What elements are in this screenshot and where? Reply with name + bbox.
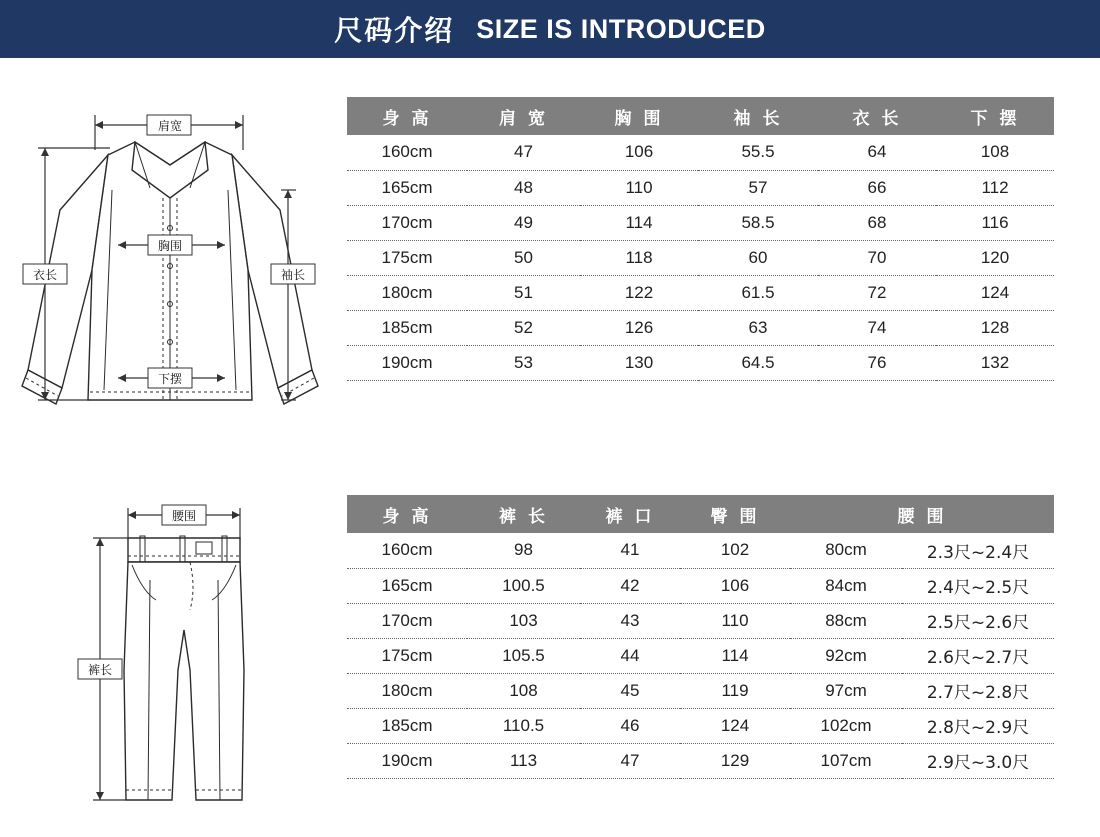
cell: 175cm <box>347 240 467 275</box>
cell: 170cm <box>347 205 467 240</box>
column-header: 胸 围 <box>580 97 698 135</box>
cell: 102cm <box>790 708 902 743</box>
shirt-label-shoulder: 肩宽 <box>157 118 182 133</box>
page-header <box>0 0 1100 58</box>
cell: 2.5尺~2.6尺 <box>902 603 1054 638</box>
cell: 170cm <box>347 603 467 638</box>
cell: 165cm <box>347 568 467 603</box>
cell: 110 <box>680 603 790 638</box>
cell: 97cm <box>790 673 902 708</box>
shirt-size-table <box>347 97 1054 381</box>
cell: 130 <box>580 345 698 380</box>
cell: 49 <box>467 205 580 240</box>
shirt-label-sleeve: 袖长 <box>280 267 305 282</box>
page-title-cn: 尺码介绍 <box>334 15 455 46</box>
cell: 72 <box>818 275 936 310</box>
table-row <box>347 673 1054 708</box>
cell: 185cm <box>347 708 467 743</box>
column-header: 身 高 <box>347 97 467 135</box>
table-row <box>347 708 1054 743</box>
cell: 52 <box>467 310 580 345</box>
cell: 124 <box>680 708 790 743</box>
cell: 112 <box>936 170 1054 205</box>
cell: 2.4尺~2.5尺 <box>902 568 1054 603</box>
cell: 42 <box>580 568 680 603</box>
pants-body-outline <box>124 536 244 800</box>
table-header-row <box>347 97 1054 135</box>
table-row <box>347 743 1054 778</box>
cell: 61.5 <box>698 275 818 310</box>
table-row <box>347 310 1054 345</box>
shirt-label-hem: 下摆 <box>157 371 182 386</box>
cell: 129 <box>680 743 790 778</box>
cell: 66 <box>818 170 936 205</box>
cell: 63 <box>698 310 818 345</box>
shirt-size-table-wrapper <box>347 97 1054 381</box>
table-row <box>347 568 1054 603</box>
table-row <box>347 170 1054 205</box>
cell: 2.3尺~2.4尺 <box>902 533 1054 568</box>
cell: 114 <box>580 205 698 240</box>
cell: 126 <box>580 310 698 345</box>
table-row <box>347 345 1054 380</box>
cell: 118 <box>580 240 698 275</box>
cell: 80cm <box>790 533 902 568</box>
cell: 47 <box>580 743 680 778</box>
cell: 50 <box>467 240 580 275</box>
cell: 100.5 <box>467 568 580 603</box>
cell: 51 <box>467 275 580 310</box>
cell: 114 <box>680 638 790 673</box>
column-header: 臀 围 <box>680 495 790 533</box>
cell: 110.5 <box>467 708 580 743</box>
cell: 165cm <box>347 170 467 205</box>
cell: 2.6尺~2.7尺 <box>902 638 1054 673</box>
cell: 128 <box>936 310 1054 345</box>
table-header-row <box>347 495 1054 533</box>
cell: 53 <box>467 345 580 380</box>
shirt-label-chest: 胸围 <box>157 238 182 253</box>
cell: 110 <box>580 170 698 205</box>
cell: 160cm <box>347 135 467 170</box>
cell: 47 <box>467 135 580 170</box>
cell: 74 <box>818 310 936 345</box>
cell: 106 <box>680 568 790 603</box>
cell: 41 <box>580 533 680 568</box>
table-row <box>347 275 1054 310</box>
cell: 180cm <box>347 275 467 310</box>
table-row <box>347 533 1054 568</box>
page-title-en: SIZE IS INTRODUCED <box>476 13 766 44</box>
pants-diagram <box>0 470 340 837</box>
cell: 88cm <box>790 603 902 638</box>
column-header: 下 摆 <box>936 97 1054 135</box>
cell: 190cm <box>347 345 467 380</box>
cell: 124 <box>936 275 1054 310</box>
cell: 185cm <box>347 310 467 345</box>
cell: 2.8尺~2.9尺 <box>902 708 1054 743</box>
cell: 46 <box>580 708 680 743</box>
cell: 180cm <box>347 673 467 708</box>
cell: 92cm <box>790 638 902 673</box>
cell: 2.9尺~3.0尺 <box>902 743 1054 778</box>
cell: 64 <box>818 135 936 170</box>
cell: 106 <box>580 135 698 170</box>
cell: 108 <box>936 135 1054 170</box>
cell: 132 <box>936 345 1054 380</box>
shirt-diagram <box>0 70 340 430</box>
column-header: 肩 宽 <box>467 97 580 135</box>
cell: 84cm <box>790 568 902 603</box>
column-header: 袖 长 <box>698 97 818 135</box>
pants-label-length: 裤长 <box>87 662 112 677</box>
pants-section <box>0 470 1100 837</box>
cell: 55.5 <box>698 135 818 170</box>
pants-size-table-wrapper <box>347 495 1054 779</box>
cell: 119 <box>680 673 790 708</box>
cell: 190cm <box>347 743 467 778</box>
shirt-label-length: 衣长 <box>32 267 57 282</box>
pants-size-table <box>347 495 1054 779</box>
pants-label-waist: 腰围 <box>171 508 196 523</box>
cell: 2.7尺~2.8尺 <box>902 673 1054 708</box>
cell: 105.5 <box>467 638 580 673</box>
column-header: 腰 围 <box>790 495 1054 533</box>
cell: 175cm <box>347 638 467 673</box>
table-row <box>347 603 1054 638</box>
shirt-section <box>0 70 1100 430</box>
cell: 122 <box>580 275 698 310</box>
cell: 113 <box>467 743 580 778</box>
table-row <box>347 205 1054 240</box>
cell: 120 <box>936 240 1054 275</box>
cell: 160cm <box>347 533 467 568</box>
column-header: 裤 口 <box>580 495 680 533</box>
cell: 60 <box>698 240 818 275</box>
cell: 57 <box>698 170 818 205</box>
cell: 70 <box>818 240 936 275</box>
table-row <box>347 135 1054 170</box>
cell: 102 <box>680 533 790 568</box>
cell: 108 <box>467 673 580 708</box>
column-header: 裤 长 <box>467 495 580 533</box>
cell: 43 <box>580 603 680 638</box>
cell: 64.5 <box>698 345 818 380</box>
column-header: 衣 长 <box>818 97 936 135</box>
cell: 103 <box>467 603 580 638</box>
cell: 45 <box>580 673 680 708</box>
cell: 107cm <box>790 743 902 778</box>
cell: 116 <box>936 205 1054 240</box>
column-header: 身 高 <box>347 495 467 533</box>
cell: 48 <box>467 170 580 205</box>
table-row <box>347 638 1054 673</box>
cell: 58.5 <box>698 205 818 240</box>
cell: 98 <box>467 533 580 568</box>
cell: 76 <box>818 345 936 380</box>
table-row <box>347 240 1054 275</box>
cell: 44 <box>580 638 680 673</box>
cell: 68 <box>818 205 936 240</box>
